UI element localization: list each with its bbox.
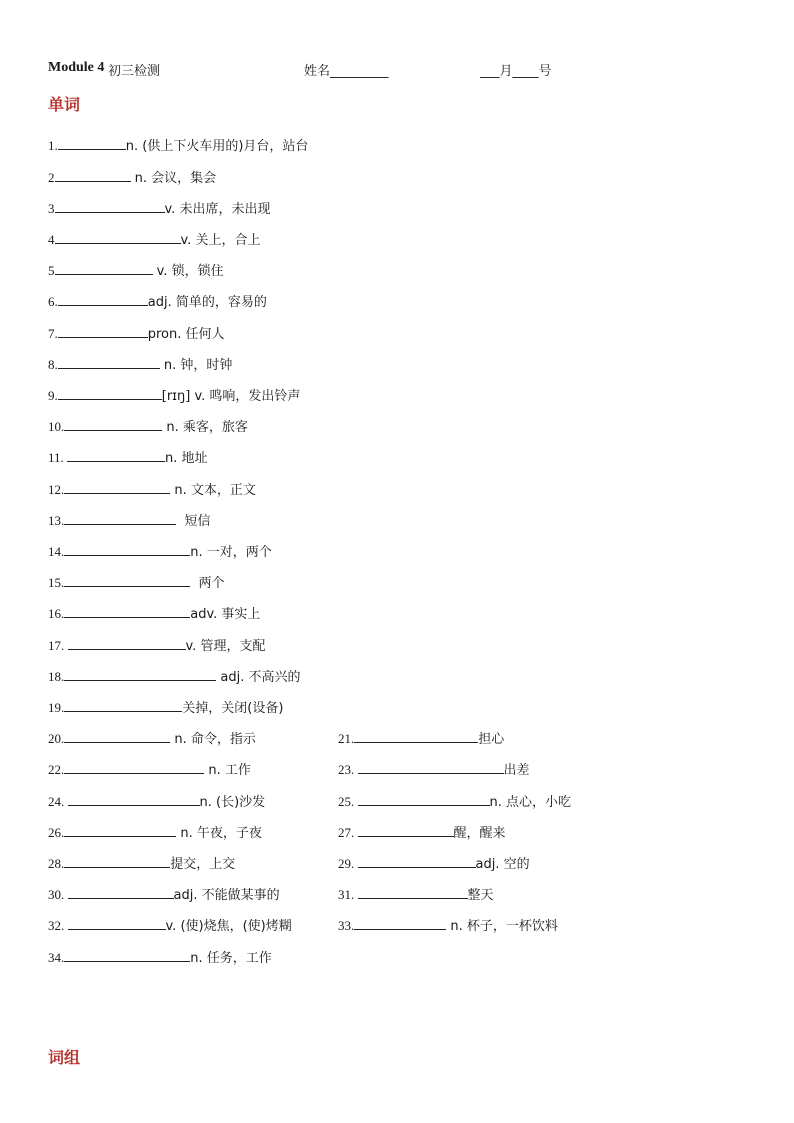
answer-blank[interactable] — [68, 638, 186, 650]
item-definition: n. 工作 — [204, 763, 251, 778]
answer-blank[interactable] — [358, 794, 490, 806]
item-definition: n. 会议，集会 — [130, 171, 217, 186]
answer-blank[interactable] — [68, 794, 200, 806]
item-definition: 整天 — [467, 888, 494, 903]
item-number: 17. — [48, 638, 68, 653]
vocab-item — [338, 825, 506, 842]
item-number: 24. — [48, 794, 68, 809]
item-definition: v. 关上，合上 — [180, 233, 261, 248]
item-number: 33. — [338, 918, 355, 933]
answer-blank[interactable] — [64, 606, 190, 618]
item-number: 3 — [48, 201, 55, 216]
item-definition: n. (长)沙发 — [199, 795, 266, 810]
answer-blank[interactable] — [358, 887, 468, 899]
vocabulary-section-title: 单词 — [48, 95, 81, 114]
vocab-item — [338, 887, 494, 904]
answer-blank[interactable] — [64, 825, 176, 837]
item-number: 15. — [48, 575, 65, 590]
item-definition: adj. 不高兴的 — [216, 670, 301, 685]
vocab-item — [48, 700, 283, 717]
answer-blank[interactable] — [55, 232, 181, 244]
vocab-item — [48, 513, 211, 530]
item-number: 19. — [48, 700, 65, 715]
vocab-item — [48, 918, 292, 935]
item-number: 9. — [48, 388, 58, 403]
vocab-item — [48, 388, 300, 405]
answer-blank[interactable] — [358, 856, 476, 868]
item-definition: 提交，上交 — [170, 857, 236, 872]
vocab-item — [338, 918, 558, 935]
module-title: Module 4 — [48, 60, 105, 75]
item-number: 13. — [48, 513, 65, 528]
vocab-item — [48, 326, 225, 343]
answer-blank[interactable] — [64, 700, 182, 712]
item-number: 12. — [48, 482, 65, 497]
answer-blank[interactable] — [68, 918, 166, 930]
vocab-item — [48, 731, 256, 748]
vocab-item — [48, 138, 308, 155]
answer-blank[interactable] — [354, 918, 446, 930]
item-definition: n. 钟，时钟 — [159, 358, 233, 373]
answer-blank[interactable] — [354, 731, 478, 743]
item-definition: pron. 任何人 — [147, 327, 225, 342]
item-definition: 关掉，关闭(设备) — [182, 701, 284, 716]
vocab-item — [48, 762, 251, 779]
item-definition: n. 文本，正文 — [170, 483, 256, 498]
vocab-item — [338, 762, 530, 779]
item-definition: n. 地址 — [165, 451, 208, 466]
item-number: 20. — [48, 731, 65, 746]
item-number: 14. — [48, 544, 65, 559]
item-number: 7. — [48, 326, 58, 341]
answer-blank[interactable] — [64, 544, 190, 556]
item-number: 11. — [48, 450, 68, 465]
item-definition: adj. 简单的，容易的 — [147, 295, 267, 310]
item-number: 28. — [48, 856, 65, 871]
item-number: 31. — [338, 887, 358, 902]
answer-blank[interactable] — [64, 669, 216, 681]
vocab-item — [48, 201, 270, 218]
item-number: 18. — [48, 669, 65, 684]
vocab-item — [48, 887, 280, 904]
item-definition: n. 杯子，一杯饮料 — [446, 919, 558, 934]
vocab-item — [48, 294, 267, 311]
item-definition: 担心 — [478, 732, 505, 747]
name-field[interactable]: 姓名_________ — [304, 64, 389, 79]
vocab-item — [48, 232, 260, 249]
answer-blank[interactable] — [64, 950, 190, 962]
vocab-item — [338, 856, 530, 873]
item-number: 26. — [48, 825, 65, 840]
vocab-item — [48, 669, 300, 686]
item-definition: 短信 — [176, 514, 211, 529]
item-definition: 醒，醒来 — [453, 826, 506, 841]
vocab-item — [48, 825, 262, 842]
answer-blank[interactable] — [64, 731, 170, 743]
vocab-item — [338, 731, 504, 748]
answer-blank[interactable] — [55, 263, 153, 275]
answer-blank[interactable] — [67, 450, 165, 462]
item-number: 22. — [48, 762, 65, 777]
answer-blank[interactable] — [58, 138, 126, 150]
item-definition: n. 任务，工作 — [190, 951, 272, 966]
vocab-item — [48, 606, 260, 623]
item-number: 29. — [338, 856, 358, 871]
item-definition: [rɪŋ] v. 鸣响，发出铃声 — [161, 389, 301, 404]
item-definition: v. 未出席，未出现 — [164, 202, 271, 217]
vocab-item — [48, 170, 216, 187]
item-number: 25. — [338, 794, 358, 809]
vocab-item — [48, 575, 225, 592]
item-number: 34. — [48, 950, 65, 965]
vocab-item — [48, 419, 248, 436]
item-definition: v. 锁，锁住 — [152, 264, 224, 279]
answer-blank[interactable] — [64, 762, 204, 774]
vocab-item — [48, 950, 272, 967]
item-number: 5 — [48, 263, 55, 278]
item-definition: adj. 空的 — [475, 857, 530, 872]
item-number: 21. — [338, 731, 355, 746]
answer-blank[interactable] — [58, 294, 148, 306]
vocab-item — [338, 794, 571, 811]
answer-blank[interactable] — [64, 482, 170, 494]
item-number: 10. — [48, 419, 65, 434]
item-definition: v. (使)烧焦，(使)烤糊 — [165, 919, 292, 934]
item-number: 8. — [48, 357, 58, 372]
answer-blank[interactable] — [64, 419, 162, 431]
vocab-item — [48, 263, 224, 280]
answer-blank[interactable] — [358, 762, 504, 774]
date-field[interactable]: ___月____号 — [480, 64, 552, 79]
item-definition: n. 命令，指示 — [170, 732, 256, 747]
item-number: 1. — [48, 138, 58, 153]
answer-blank[interactable] — [58, 357, 160, 369]
answer-blank[interactable] — [58, 388, 162, 400]
item-number: 16. — [48, 606, 65, 621]
answer-blank[interactable] — [64, 856, 170, 868]
item-number: 30. — [48, 887, 68, 902]
vocab-item — [48, 544, 272, 561]
item-definition: adv. 事实上 — [190, 607, 261, 622]
item-number: 27. — [338, 825, 358, 840]
item-definition: n. 点心，小吃 — [489, 795, 572, 810]
answer-blank[interactable] — [68, 887, 174, 899]
item-definition: n. 乘客，旅客 — [162, 420, 248, 435]
item-definition: 两个 — [190, 576, 225, 591]
answer-blank[interactable] — [55, 170, 131, 182]
item-number: 2 — [48, 170, 55, 185]
item-number: 23. — [338, 762, 358, 777]
item-definition: v. 管理，支配 — [185, 639, 266, 654]
item-number: 32. — [48, 918, 68, 933]
vocab-item — [48, 856, 235, 873]
item-definition: 出差 — [503, 763, 530, 778]
answer-blank[interactable] — [55, 201, 165, 213]
item-definition: n. 午夜，子夜 — [176, 826, 262, 841]
vocab-item — [48, 357, 232, 374]
test-subtitle: 初三检测 — [108, 64, 161, 79]
vocab-item — [48, 638, 265, 655]
answer-blank[interactable] — [64, 575, 190, 587]
phrases-section-title: 词组 — [48, 1048, 81, 1067]
item-number: 4 — [48, 232, 55, 247]
vocab-item — [48, 794, 265, 811]
item-definition: n. 一对，两个 — [190, 545, 272, 560]
answer-blank[interactable] — [58, 326, 148, 338]
item-number: 6. — [48, 294, 58, 309]
answer-blank[interactable] — [358, 825, 454, 837]
answer-blank[interactable] — [64, 513, 176, 525]
vocab-item — [48, 450, 208, 467]
item-definition: n. (供上下火车用的)月台，站台 — [125, 139, 309, 154]
item-definition: adj. 不能做某事的 — [173, 888, 280, 903]
vocab-item — [48, 482, 256, 499]
